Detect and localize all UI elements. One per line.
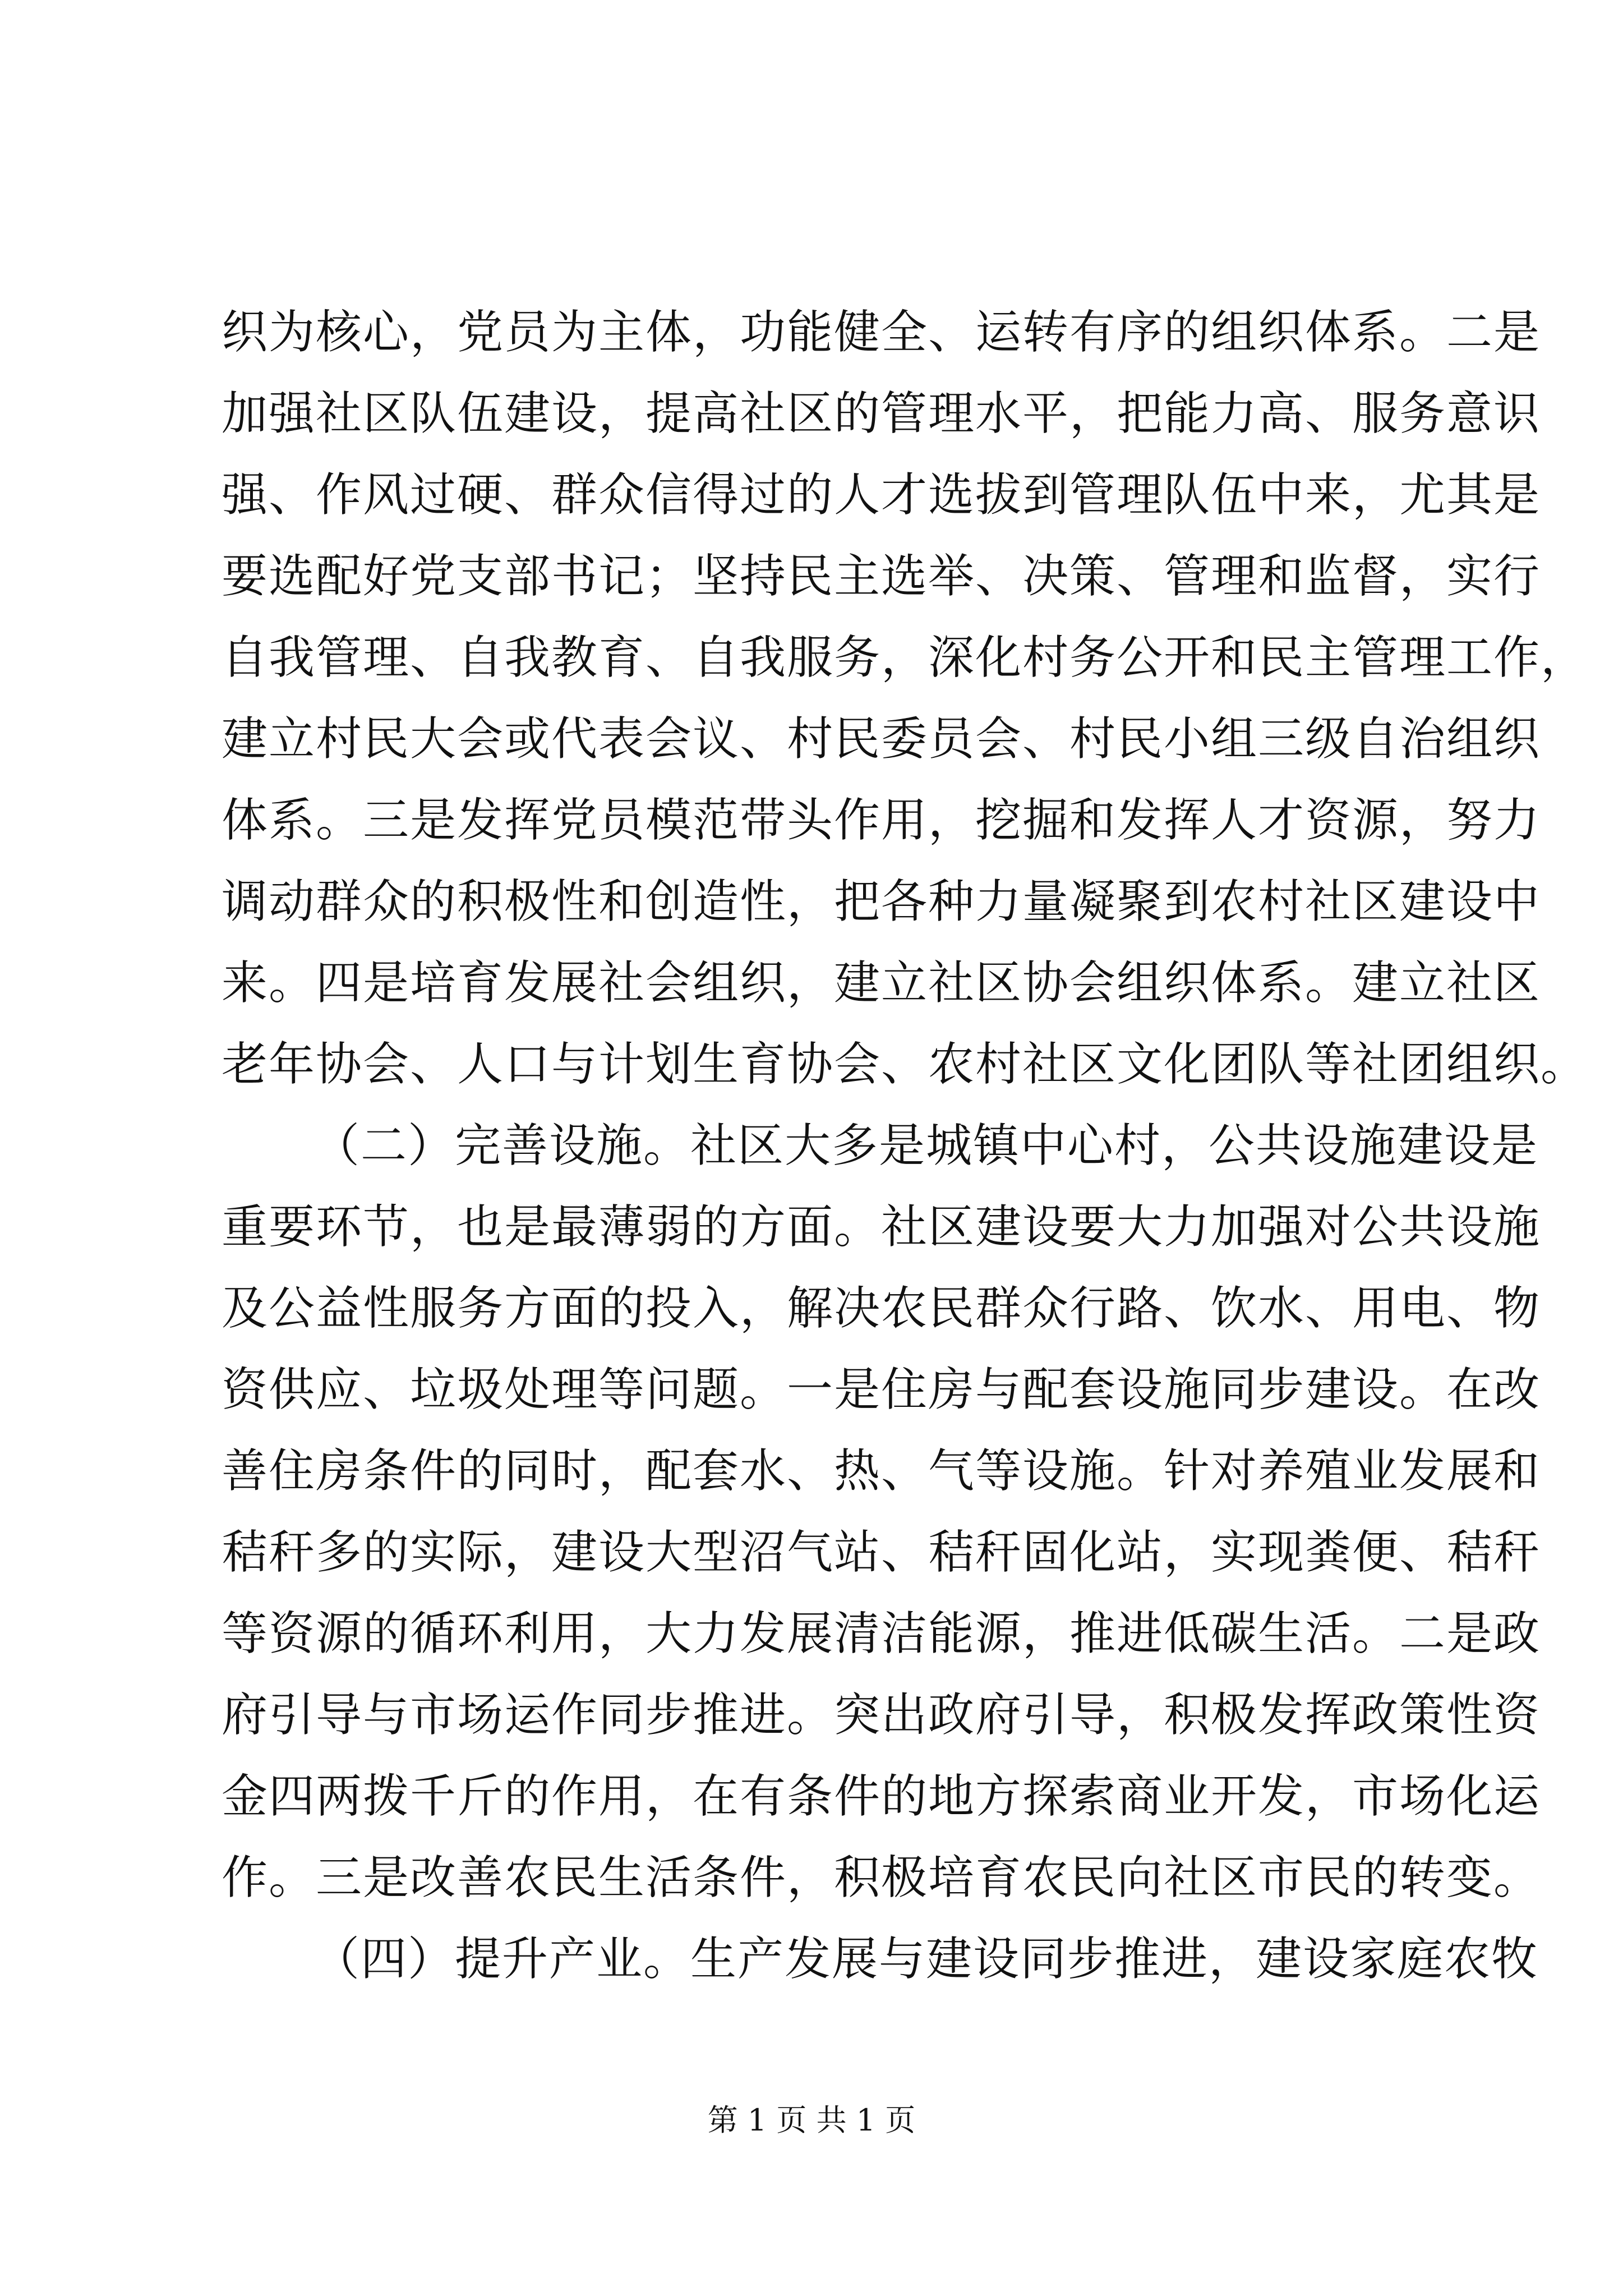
body-text [222,292,1588,2000]
text-line: 及公益性服务方面的投入，解决农民群众行路、饮水、用电、物 [222,1282,1541,1335]
text-line: 体系。三是发挥党员模范带头作用，挖掘和发挥人才资源，努力 [222,794,1541,847]
text-line: 作。三是改善农民生活条件，积极培育农民向社区市民的转变。 [222,1851,1541,1904]
section-heading-line: （四）提升产业。生产发展与建设同步推进，建设家庭农牧 [313,1932,1539,1986]
text-line: 建立村民大会或代表会议、村民委员会、村民小组三级自治组织 [222,712,1541,766]
text-line: 等资源的循环利用，大力发展清洁能源，推进低碳生活。二是政 [222,1607,1541,1660]
text-line: 善住房条件的同时，配套水、热、气等设施。针对养殖业发展和 [222,1444,1541,1498]
text-line: 重要环节，也是最薄弱的方面。社区建设要大力加强对公共设施 [222,1200,1541,1254]
text-line: 自我管理、自我教育、自我服务，深化村务公开和民主管理工作， [222,631,1588,684]
text-line: 加强社区队伍建设，提高社区的管理水平，把能力高、服务意识 [222,387,1541,440]
text-line: 强、作风过硬、群众信得过的人才选拔到管理队伍中来，尤其是 [222,468,1541,522]
section-heading-line: （二）完善设施。社区大多是城镇中心村，公共设施建设是 [313,1119,1539,1172]
text-line: 调动群众的积极性和创造性，把各种力量凝聚到农村社区建设中 [222,875,1541,928]
text-line: 织为核心，党员为主体，功能健全、运转有序的组织体系。二是 [222,306,1541,359]
text-line: 来。四是培育发展社会组织，建立社区协会组织体系。建立社区 [222,956,1541,1010]
text-line: 资供应、垃圾处理等问题。一是住房与配套设施同步建设。在改 [222,1363,1541,1416]
text-line: 要选配好党支部书记；坚持民主选举、决策、管理和监督，实行 [222,550,1541,603]
page-number-footer: 第 1 页 共 1 页 [707,2102,916,2138]
text-line: 金四两拨千斤的作用，在有条件的地方探索商业开发，市场化运 [222,1770,1541,1823]
text-line: 秸秆多的实际，建设大型沼气站、秸秆固化站，实现粪便、秸秆 [222,1526,1541,1579]
text-line: 府引导与市场运作同步推进。突出政府引导，积极发挥政策性资 [222,1688,1541,1742]
text-line: 老年协会、人口与计划生育协会、农村社区文化团队等社团组织。 [222,1038,1588,1091]
